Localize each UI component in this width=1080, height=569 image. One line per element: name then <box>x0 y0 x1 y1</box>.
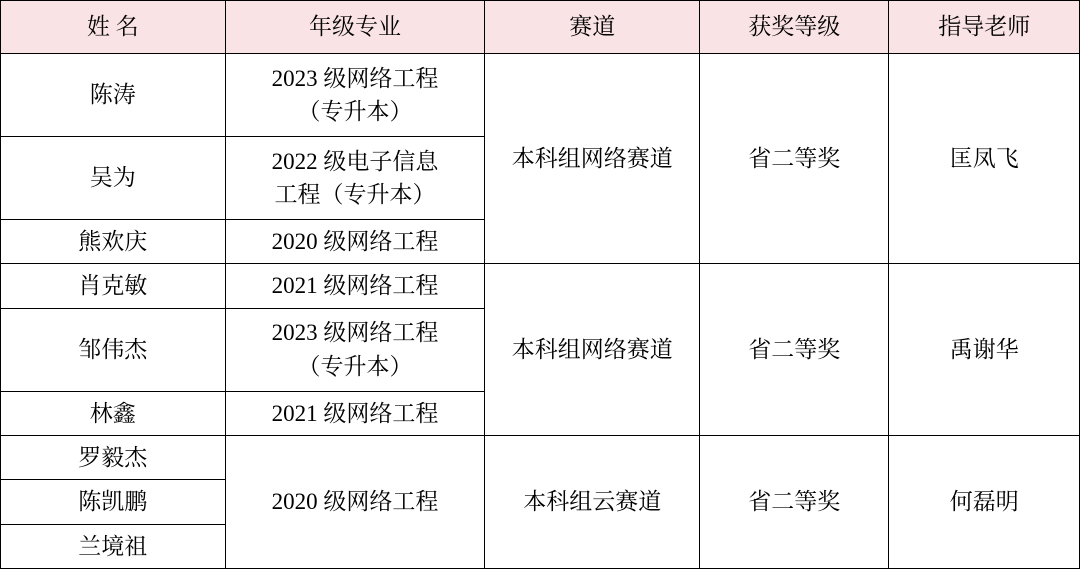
table-header <box>1 1 1080 54</box>
table-row <box>1 435 1080 479</box>
cell-name: 林鑫 <box>1 391 226 435</box>
cell-major-line1: 2023 级网络工程 <box>271 65 439 91</box>
column-header-track: 赛道 <box>485 1 700 54</box>
cell-major-line1: 2022 级电子信息 <box>271 148 439 174</box>
cell-name: 熊欢庆 <box>1 219 226 263</box>
cell-major-line2: （专升本） <box>297 98 413 124</box>
column-header-major: 年级专业 <box>225 1 485 54</box>
cell-track: 本科组网络赛道 <box>485 54 700 264</box>
cell-major-line1: 2023 级网络工程 <box>271 320 439 346</box>
cell-teacher: 匡凤飞 <box>889 54 1080 264</box>
table-row <box>1 264 1080 308</box>
cell-major <box>225 136 485 219</box>
cell-name: 陈涛 <box>1 54 226 137</box>
cell-major-line2: 工程（专升本） <box>274 181 436 207</box>
cell-award: 省二等奖 <box>700 435 889 568</box>
table-body <box>1 54 1080 569</box>
cell-track: 本科组网络赛道 <box>485 264 700 436</box>
cell-name: 陈凯鹏 <box>1 480 226 524</box>
column-header-teacher: 指导老师 <box>889 1 1080 54</box>
cell-track: 本科组云赛道 <box>485 435 700 568</box>
cell-name: 罗毅杰 <box>1 435 226 479</box>
cell-name: 兰境祖 <box>1 524 226 568</box>
table-row <box>1 54 1080 137</box>
cell-major: 2020 级网络工程 <box>225 219 485 263</box>
column-header-name: 姓 名 <box>1 1 226 54</box>
cell-name: 肖克敏 <box>1 264 226 308</box>
cell-name: 邹伟杰 <box>1 308 226 391</box>
cell-award: 省二等奖 <box>700 264 889 436</box>
cell-award: 省二等奖 <box>700 54 889 264</box>
cell-major: 2020 级网络工程 <box>225 435 485 568</box>
cell-teacher: 禹谢华 <box>889 264 1080 436</box>
cell-name: 吴为 <box>1 136 226 219</box>
column-header-award: 获奖等级 <box>700 1 889 54</box>
cell-major <box>225 54 485 137</box>
table-header-row <box>1 1 1080 54</box>
cell-teacher: 何磊明 <box>889 435 1080 568</box>
cell-major: 2021 级网络工程 <box>225 264 485 308</box>
cell-major-line2: （专升本） <box>297 353 413 379</box>
cell-major: 2021 级网络工程 <box>225 391 485 435</box>
cell-major <box>225 308 485 391</box>
